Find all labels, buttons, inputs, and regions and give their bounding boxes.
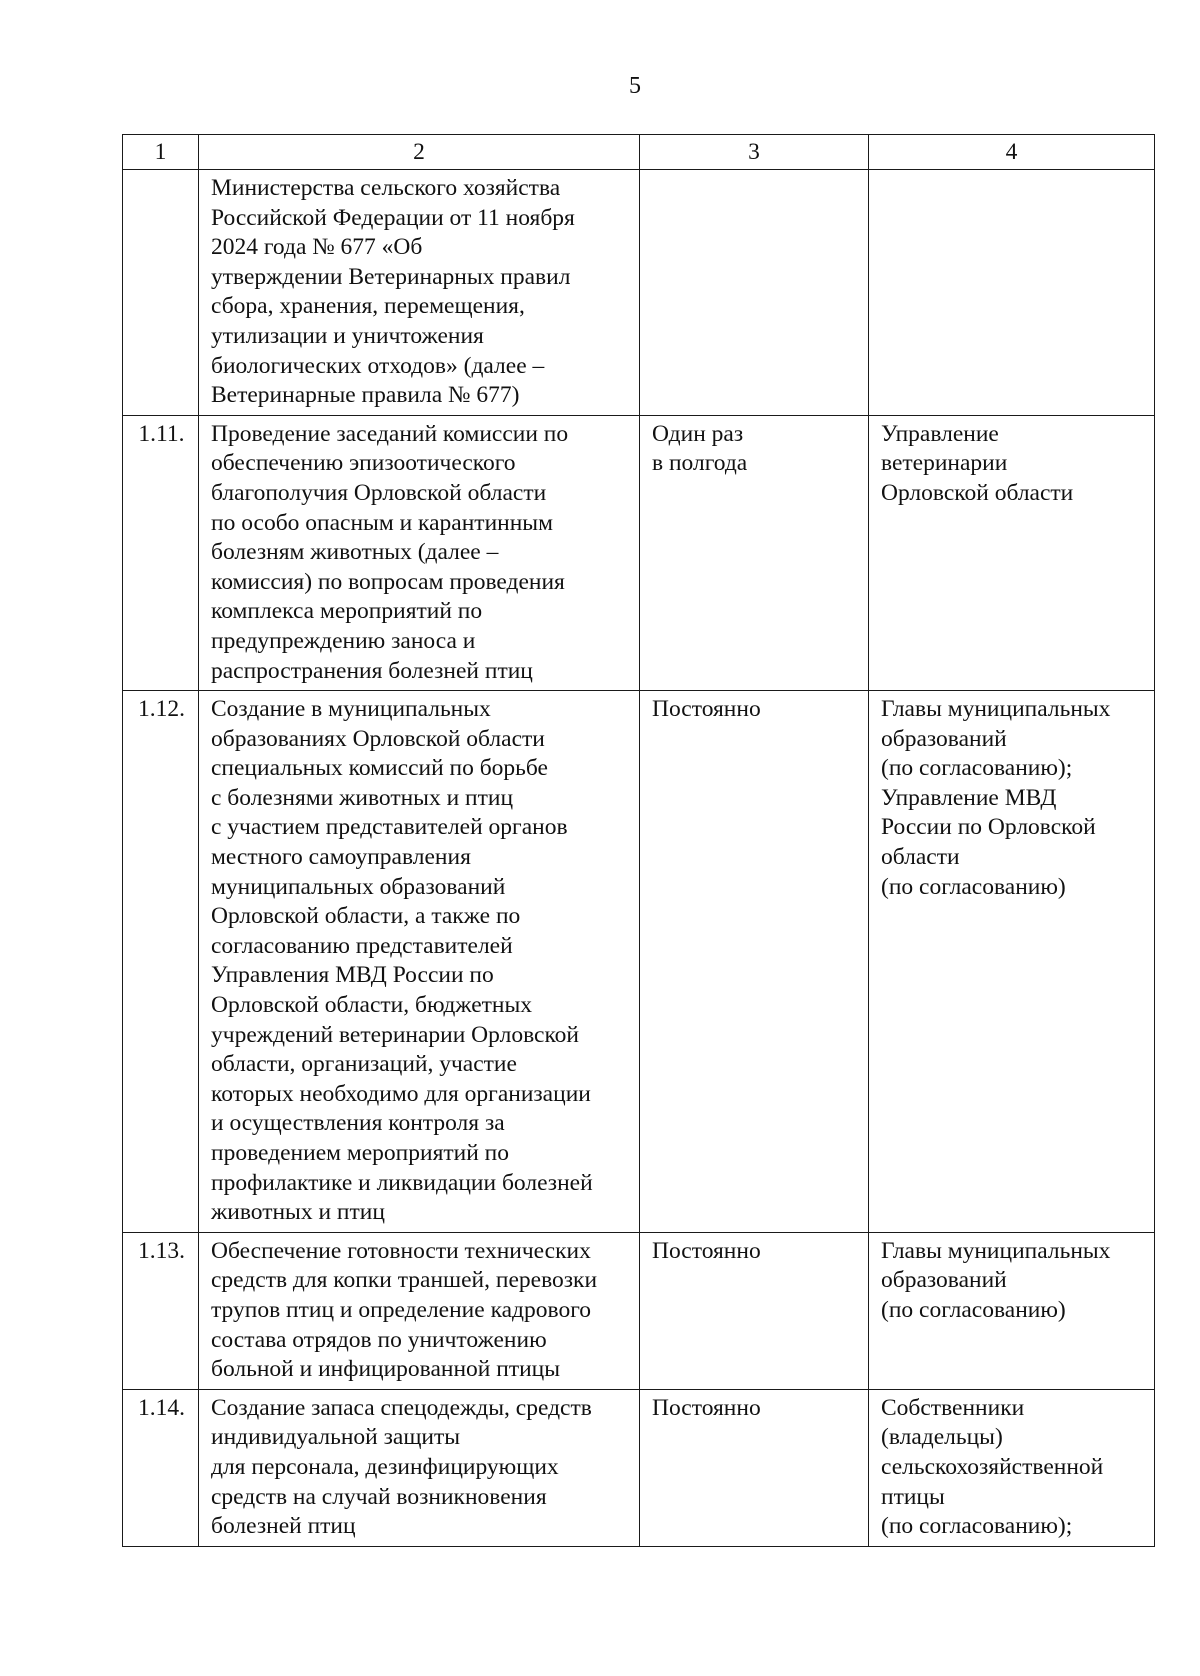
responsible-cell: Управление ветеринарии Орловской области — [869, 415, 1155, 690]
responsible-cell: Главы муниципальных образований (по согласованию); Управление МВД России по Орловской области (по согласованию) — [869, 691, 1155, 1233]
event-cell: Создание запаса спецодежды, средств индивидуальной защиты для персонала, дезинфицирующих средств на случай возникновения болезней птиц — [199, 1389, 640, 1546]
table-row — [123, 1232, 1155, 1389]
row-number: 1.14. — [123, 1389, 199, 1546]
row-number — [123, 170, 199, 416]
page-number: 5 — [629, 73, 641, 99]
header-col-3: 3 — [640, 135, 869, 170]
event-cell: Министерства сельского хозяйства Российской Федерации от 11 ноября 2024 года № 677 «Об утверждении Ветеринарных правил сбора, хранения, перемещения, утилизации и уничтожения биологических отходов» (далее – Ветеринарные правила № 677) — [199, 170, 640, 416]
row-number: 1.11. — [123, 415, 199, 690]
responsible-cell — [869, 170, 1155, 416]
period-cell — [640, 170, 869, 416]
table-row — [123, 691, 1155, 1233]
period-cell: Постоянно — [640, 691, 869, 1233]
period-cell: Постоянно — [640, 1232, 869, 1389]
header-col-4: 4 — [869, 135, 1155, 170]
period-cell: Постоянно — [640, 1389, 869, 1546]
measures-table — [122, 134, 1155, 1547]
event-cell: Создание в муниципальных образованиях Орловской области специальных комиссий по борьбе с болезнями животных и птиц с участием представителей органов местного самоуправления муниципальных образований Орловской области, а также по согласованию представителей Управления МВД России по Орловской области, бюджетных учреждений ветеринарии Орловской области, организаций, участие которых необходимо для организации и осуществления контроля за проведением мероприятий по профилактике и ликвидации болезней животных и птиц — [199, 691, 640, 1233]
row-number: 1.13. — [123, 1232, 199, 1389]
table-row — [123, 170, 1155, 416]
responsible-cell: Собственники (владельцы) сельскохозяйственной птицы (по согласованию); — [869, 1389, 1155, 1546]
responsible-cell: Главы муниципальных образований (по согласованию) — [869, 1232, 1155, 1389]
header-col-2: 2 — [199, 135, 640, 170]
row-number: 1.12. — [123, 691, 199, 1233]
table-row — [123, 1389, 1155, 1546]
table-row — [123, 415, 1155, 690]
event-cell: Обеспечение готовности технических средств для копки траншей, перевозки трупов птиц и определение кадрового состава отрядов по уничтожению больной и инфицированной птицы — [199, 1232, 640, 1389]
period-cell: Один раз в полгода — [640, 415, 869, 690]
table-header-row — [123, 135, 1155, 170]
header-col-1: 1 — [123, 135, 199, 170]
event-cell: Проведение заседаний комиссии по обеспечению эпизоотического благополучия Орловской области по особо опасным и карантинным болезням животных (далее – комиссия) по вопросам проведения комплекса мероприятий по предупреждению заноса и распространения болезней птиц — [199, 415, 640, 690]
